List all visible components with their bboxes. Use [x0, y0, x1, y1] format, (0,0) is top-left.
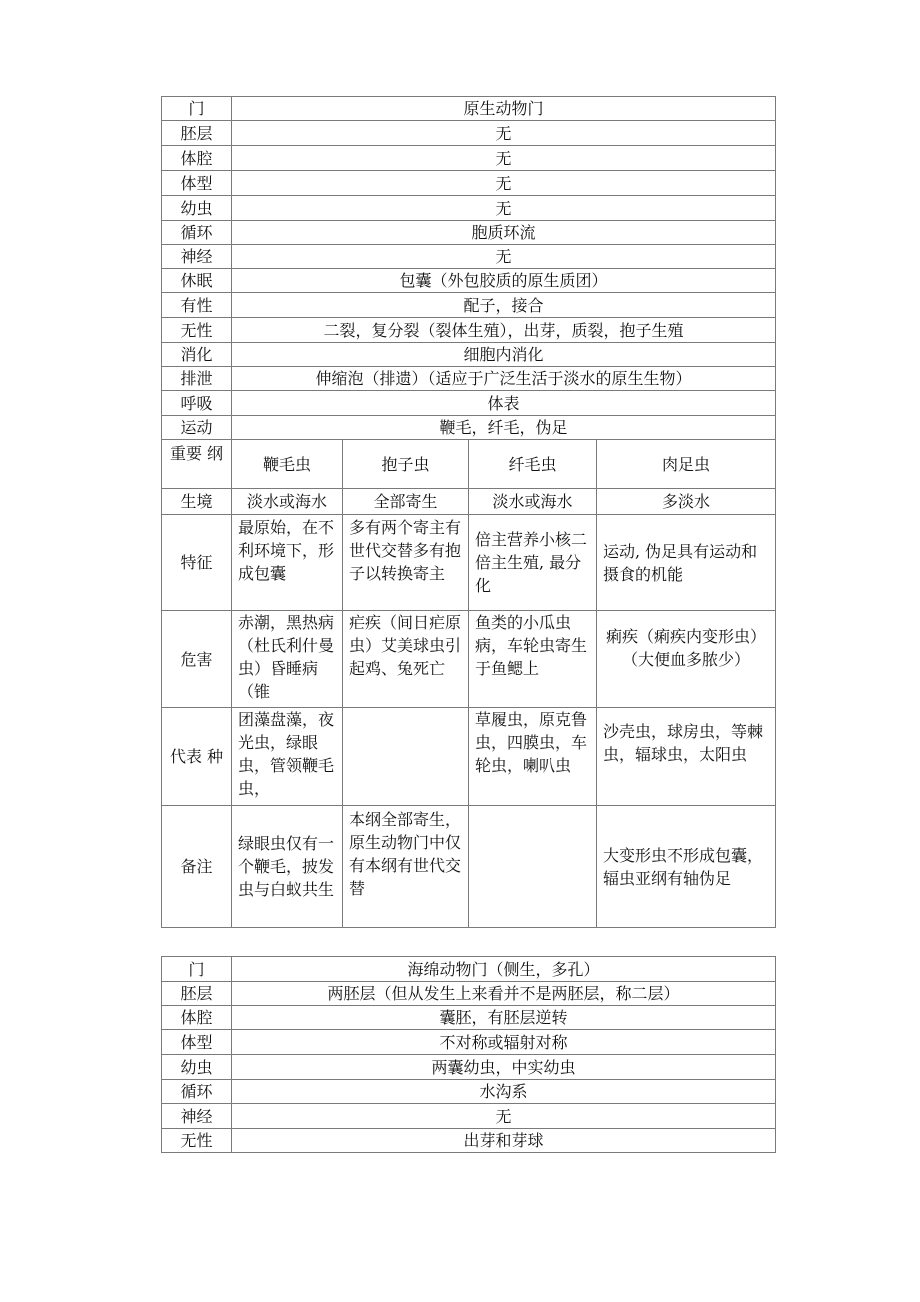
- notes-cell: [469, 806, 597, 928]
- row-label: 运动: [162, 416, 232, 440]
- row-label: 有性: [162, 293, 232, 318]
- representatives-cell: [343, 708, 469, 806]
- table-row: [162, 221, 776, 245]
- class-name: 纤毛虫: [469, 440, 597, 489]
- row-value: 无: [232, 171, 776, 196]
- row-value: 二裂，复分裂（裂体生殖），出芽，质裂，抱子生殖: [232, 318, 776, 343]
- features-cell: 最原始，在不利环境下，形成包囊: [232, 515, 343, 611]
- table-row: [162, 343, 776, 367]
- row-label: 门: [162, 97, 232, 121]
- class-name: 肉足虫: [597, 440, 776, 489]
- protozoa-table: [161, 96, 776, 928]
- row-label: 备注: [162, 806, 232, 928]
- features-cell: 多有两个寄主有世代交替多有抱子以转换寄主: [343, 515, 469, 611]
- table-row: [162, 982, 776, 1006]
- table-row: [162, 318, 776, 343]
- harm-cell: 赤潮，黑热病（杜氏利什曼虫）昏睡病（锥: [232, 611, 343, 708]
- row-value: 两胚层（但从发生上来看并不是两胚层，称二层）: [232, 982, 776, 1006]
- table-row: [162, 1129, 776, 1153]
- row-label: 危害: [162, 611, 232, 708]
- table-row: [162, 1104, 776, 1129]
- harm-cell: 疟疾（间日疟原虫）艾美球虫引起鸡、兔死亡: [343, 611, 469, 708]
- table-row: [162, 245, 776, 269]
- row-value: 两囊幼虫，中实幼虫: [232, 1055, 776, 1080]
- row-label: 休眠: [162, 269, 232, 293]
- table-row: [162, 1006, 776, 1030]
- row-value: 无: [232, 146, 776, 171]
- table-row: [162, 957, 776, 982]
- representatives-row: [162, 708, 776, 806]
- row-value: 不对称或辐射对称: [232, 1030, 776, 1055]
- row-label: 体腔: [162, 1006, 232, 1030]
- row-label: 消化: [162, 343, 232, 367]
- class-name: 抱子虫: [343, 440, 469, 489]
- row-label: 幼虫: [162, 196, 232, 221]
- row-label: 体型: [162, 1030, 232, 1055]
- table-row: [162, 196, 776, 221]
- row-label: 生境: [162, 489, 232, 515]
- row-value: 体表: [232, 391, 776, 416]
- row-label: 重要 纲: [162, 440, 232, 489]
- row-label: 排泄: [162, 367, 232, 391]
- row-label: 呼吸: [162, 391, 232, 416]
- harm-cell: 痢疾（痢疾内变形虫）（大便血多脓少）: [597, 611, 776, 708]
- row-value: 伸缩泡（排遗）（适应于广泛生活于淡水的原生生物）: [232, 367, 776, 391]
- representatives-cell: 草履虫，原克鲁虫，四膜虫，车轮虫，喇叭虫: [469, 708, 597, 806]
- row-value: 无: [232, 121, 776, 146]
- row-label: 体腔: [162, 146, 232, 171]
- row-value: 水沟系: [232, 1080, 776, 1104]
- row-value: 配子，接合: [232, 293, 776, 318]
- table-row: [162, 416, 776, 440]
- row-value: 鞭毛，纤毛，伪足: [232, 416, 776, 440]
- table-row: [162, 391, 776, 416]
- row-label: 代表 种: [162, 708, 232, 806]
- classes-row: [162, 440, 776, 489]
- row-value: 囊胚，有胚层逆转: [232, 1006, 776, 1030]
- table-row: [162, 293, 776, 318]
- notes-cell: 本纲全部寄生，原生动物门中仅有本纲有世代交替: [343, 806, 469, 928]
- row-value: 胞质环流: [232, 221, 776, 245]
- row-value: 细胞内消化: [232, 343, 776, 367]
- row-value: 包囊（外包胶质的原生质团）: [232, 269, 776, 293]
- notes-cell: 绿眼虫仅有一个鞭毛，披发虫与白蚁共生: [232, 806, 343, 928]
- table-row: [162, 1030, 776, 1055]
- row-value: 无: [232, 1104, 776, 1129]
- row-label: 无性: [162, 318, 232, 343]
- row-label: 体型: [162, 171, 232, 196]
- features-row: [162, 515, 776, 611]
- harm-row: [162, 611, 776, 708]
- row-label: 幼虫: [162, 1055, 232, 1080]
- row-label: 神经: [162, 1104, 232, 1129]
- notes-cell: 大变形虫不形成包囊，辐虫亚纲有轴伪足: [597, 806, 776, 928]
- table-row: [162, 367, 776, 391]
- phylum-name: 海绵动物门（侧生，多孔）: [232, 957, 776, 982]
- table-row: [162, 97, 776, 121]
- sponge-table: [161, 956, 776, 1153]
- table-row: [162, 121, 776, 146]
- row-label: 门: [162, 957, 232, 982]
- row-value: 无: [232, 245, 776, 269]
- habitat-row: [162, 489, 776, 515]
- class-name: 鞭毛虫: [232, 440, 343, 489]
- habitat-cell: 多淡水: [597, 489, 776, 515]
- row-label: 无性: [162, 1129, 232, 1153]
- habitat-cell: 全部寄生: [343, 489, 469, 515]
- table-row: [162, 269, 776, 293]
- representatives-cell: 团藻盘藻，夜光虫，绿眼虫，管领鞭毛虫，: [232, 708, 343, 806]
- habitat-cell: 淡水或海水: [232, 489, 343, 515]
- row-label: 特征: [162, 515, 232, 611]
- table-row: [162, 146, 776, 171]
- row-label: 循环: [162, 221, 232, 245]
- table-row: [162, 1080, 776, 1104]
- table-row: [162, 1055, 776, 1080]
- row-label: 神经: [162, 245, 232, 269]
- harm-cell: 鱼类的小瓜虫病，车轮虫寄生于鱼鳃上: [469, 611, 597, 708]
- phylum-name: 原生动物门: [232, 97, 776, 121]
- row-label: 胚层: [162, 121, 232, 146]
- row-label: 胚层: [162, 982, 232, 1006]
- row-value: 出芽和芽球: [232, 1129, 776, 1153]
- row-label: 循环: [162, 1080, 232, 1104]
- table-row: [162, 171, 776, 196]
- row-value: 无: [232, 196, 776, 221]
- notes-row: [162, 806, 776, 928]
- features-cell: 运动, 伪足具有运动和摄食的机能: [597, 515, 776, 611]
- features-cell: 倍主营养小核二倍主生殖, 最分化: [469, 515, 597, 611]
- representatives-cell: 沙壳虫，球房虫，等棘虫，辐球虫，太阳虫: [597, 708, 776, 806]
- habitat-cell: 淡水或海水: [469, 489, 597, 515]
